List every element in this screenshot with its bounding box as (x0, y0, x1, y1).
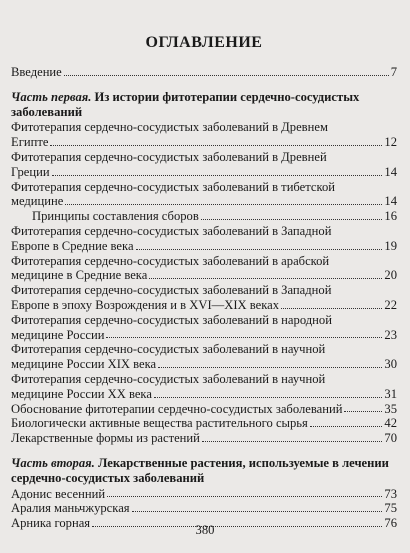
part-label: Часть первая. (11, 89, 92, 104)
toc-entry (11, 501, 397, 516)
table-of-contents (11, 65, 397, 531)
toc-entry (11, 224, 397, 254)
toc-entry-text: Обоснование фитотерапии сердечно-сосудистых заболеваний (11, 401, 343, 416)
toc-page-number: 23 (384, 327, 397, 342)
toc-page-number: 35 (384, 401, 397, 416)
toc-page-number: 16 (384, 209, 397, 224)
toc-entry-line (11, 357, 397, 372)
toc-page-number: 7 (390, 65, 397, 79)
dot-leader (344, 411, 382, 412)
toc-entry-text: Европе в эпоху Возрождения и в XVI—XIX веках (11, 297, 280, 312)
toc-entry-line (11, 387, 397, 402)
toc-entry (11, 150, 397, 180)
toc-page-number: 20 (384, 268, 397, 283)
toc-entry-text: Биологически активные вещества растительного сырья (11, 416, 308, 431)
toc-entry-text: Лекарственные формы из растений (11, 431, 200, 446)
toc-page-number: 12 (384, 135, 397, 150)
toc-entry (11, 313, 397, 343)
toc-page-number: 31 (384, 386, 397, 401)
dot-leader (154, 397, 382, 398)
toc-entry-line (11, 209, 397, 224)
toc-entry-text: медицине (11, 194, 64, 209)
toc-entry-line (11, 501, 397, 516)
toc-entry-text: Арника горная (11, 516, 91, 531)
toc-entry-text: Принципы составления сборов (32, 209, 199, 224)
page-number: 380 (195, 523, 215, 537)
toc-entry-text: Фитотерапия сердечно-сосудистых заболеваний в Западной (11, 283, 332, 298)
toc-entry (11, 416, 397, 431)
dot-leader (136, 249, 383, 250)
toc-entry-line (11, 165, 397, 180)
dot-leader (65, 204, 382, 205)
toc-page-number: 42 (384, 416, 397, 431)
toc-entry (11, 283, 397, 313)
toc-page-number: 14 (384, 194, 397, 209)
toc-entry-text: Аралия маньчжурская (11, 501, 130, 516)
toc-entry-text: Греции (11, 164, 50, 179)
toc-entry-introduction (11, 65, 397, 80)
toc-page-number: 14 (384, 164, 397, 179)
part-label: Часть вторая. (11, 455, 95, 470)
toc-entry-line (11, 402, 397, 417)
toc-entry (11, 120, 397, 150)
toc-page-number: 19 (384, 238, 397, 253)
toc-entry-text: Адонис весенний (11, 486, 106, 501)
dot-leader (149, 278, 382, 279)
toc-entry (11, 180, 397, 210)
dot-leader (64, 75, 389, 76)
toc-entry-line (11, 194, 397, 209)
dot-leader (132, 511, 383, 512)
toc-entry (11, 372, 397, 402)
toc-entry (11, 487, 397, 502)
toc-entry-text: Фитотерапия сердечно-сосудистых заболеваний в народной (11, 312, 332, 327)
dot-leader (310, 426, 383, 427)
dot-leader (281, 308, 382, 309)
toc-entry (11, 431, 397, 446)
toc-entry (11, 209, 397, 224)
toc-entry-line (11, 431, 397, 446)
toc-entry-text: Фитотерапия сердечно-сосудистых заболеваний в арабской (11, 253, 330, 268)
toc-page-number: 22 (384, 297, 397, 312)
toc-entry (11, 342, 397, 372)
toc-page-number: 76 (384, 516, 397, 531)
dot-leader (201, 219, 383, 220)
toc-entry-text: Европе в Средние века (11, 238, 134, 253)
part-title: Из истории фитотерапии сердечно-сосудистых заболеваний (11, 89, 360, 119)
toc-entry-text: Фитотерапия сердечно-сосудистых заболеваний в научной (11, 371, 326, 386)
toc-entry-line (11, 268, 397, 283)
toc-entry-text: Фитотерапия сердечно-сосудистых заболеваний в научной (11, 342, 326, 357)
toc-page-number: 70 (384, 431, 397, 446)
toc-page-number: 73 (384, 486, 397, 501)
page-title: ОГЛАВЛЕНИЕ (145, 34, 263, 51)
toc-entry-text: медицине России XX века (11, 386, 152, 401)
toc-entry-text: Введение (11, 65, 62, 79)
toc-entry-line (11, 487, 397, 502)
part-1-entries (11, 120, 397, 446)
toc-entry-text: Египте (11, 135, 49, 150)
toc-entry-text: Фитотерапия сердечно-сосудистых заболеваний в Древнем (11, 120, 328, 135)
dot-leader (202, 441, 383, 442)
toc-page-number: 30 (384, 357, 397, 372)
toc-entry (11, 402, 397, 417)
dot-leader (158, 367, 382, 368)
toc-entry-text: медицине России (11, 327, 105, 342)
toc-entry-text: медицине в Средние века (11, 268, 148, 283)
part-heading-2 (11, 456, 397, 486)
dot-leader (107, 496, 382, 497)
toc-entry-line (11, 328, 397, 343)
dot-leader (106, 337, 382, 338)
dot-leader (50, 145, 382, 146)
part-heading-1 (11, 90, 397, 120)
toc-entry-text: Фитотерапия сердечно-сосудистых заболеваний в Древней (11, 149, 327, 164)
toc-page-number: 75 (384, 501, 397, 516)
toc-entry-line (11, 135, 397, 150)
toc-entry-text: Фитотерапия сердечно-сосудистых заболеваний в тибетской (11, 179, 336, 194)
toc-entry (11, 254, 397, 284)
part-title: Лекарственные растения, используемые в лечении сердечно-сосудистых заболеваний (11, 455, 389, 485)
dot-leader (52, 175, 383, 176)
toc-entry-line (11, 298, 397, 313)
toc-entry-line (11, 416, 397, 431)
toc-entry-text: Фитотерапия сердечно-сосудистых заболеваний в Западной (11, 223, 332, 238)
toc-entry-text: медицине России XIX века (11, 357, 157, 372)
toc-entry-line (11, 239, 397, 254)
